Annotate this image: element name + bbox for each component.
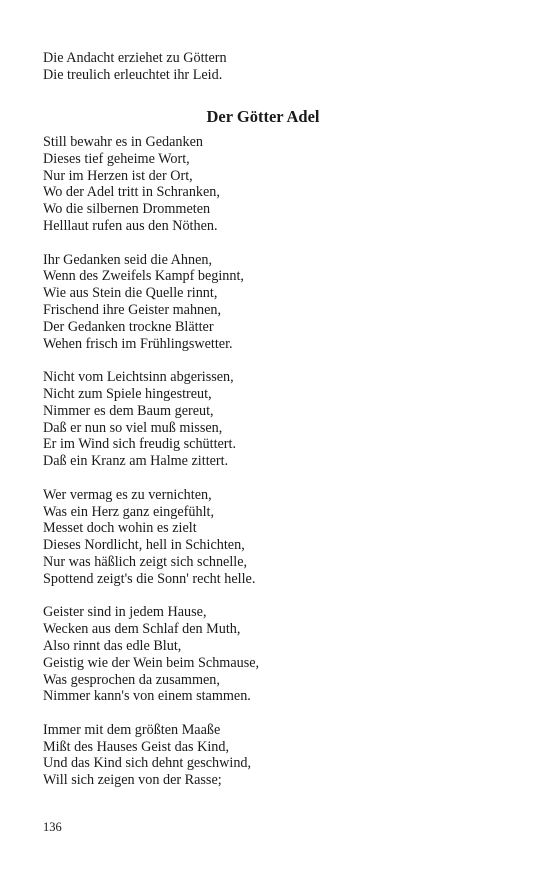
verse-line: Die treulich erleuchtet ihr Leid. — [43, 66, 223, 83]
verse-line: Er im Wind sich freudig schüttert. — [43, 436, 237, 453]
verse-line: Nur im Herzen ist der Ort, — [43, 167, 193, 184]
verse-line: Die Andacht erziehet zu Göttern — [43, 50, 227, 66]
verse-line: Ihr Gedanken seid die Ahnen, — [43, 251, 213, 268]
verse-line: Nicht vom Leichtsinn abgerissen, — [43, 369, 234, 386]
stanza-1 — [43, 134, 513, 235]
verse-line: Immer mit dem größten Maaße — [43, 721, 221, 738]
stanza-6 — [43, 722, 513, 789]
verse-line: Dieses tief geheime Wort, — [43, 150, 190, 167]
verse-line: Will sich zeigen von der Rasse; — [43, 772, 222, 789]
verse-line: Mißt des Hauses Geist das Kind, — [43, 738, 229, 755]
verse-line: Also rinnt das edle Blut, — [43, 637, 182, 654]
verse-line: Frischend ihre Geister mahnen, — [43, 301, 222, 318]
verse-line: Und das Kind sich dehnt geschwind, — [43, 755, 252, 772]
verse-line: Der Gedanken trockne Blätter — [43, 318, 214, 335]
verse-line: Messet doch wohin es zielt — [43, 520, 197, 537]
page-number: 136 — [43, 820, 62, 834]
verse-line: Nimmer es dem Baum gereut, — [43, 402, 214, 419]
verse-line: Spottend zeigt's die Sonn' recht helle. — [43, 570, 256, 587]
verse-line: Wecken aus dem Schlaf den Muth, — [43, 621, 241, 638]
intro-stanza — [43, 50, 513, 84]
verse-line: Wer vermag es zu vernichten, — [43, 486, 212, 503]
verse-line: Still bewahr es in Gedanken — [43, 134, 203, 150]
poem-body — [43, 134, 513, 806]
verse-line: Wo der Adel tritt in Schranken, — [43, 184, 220, 201]
poem-title: Der Götter Adel — [206, 107, 320, 126]
verse-line: Helllaut rufen aus den Nöthen. — [43, 217, 218, 234]
verse-line: Nur was häßlich zeigt sich schnelle, — [43, 553, 248, 570]
verse-line: Wie aus Stein die Quelle rinnt, — [43, 285, 218, 302]
verse-line: Geister sind in jedem Hause, — [43, 604, 207, 621]
verse-line: Was gesprochen da zusammen, — [43, 671, 220, 688]
verse-line: Geistig wie der Wein beim Schmause, — [43, 654, 260, 671]
verse-line: Nimmer kann's von einem stammen. — [43, 688, 251, 705]
verse-line: Daß ein Kranz am Halme zittert. — [43, 453, 229, 470]
verse-line: Nicht zum Spiele hingestreut, — [43, 385, 212, 402]
verse-line: Wehen frisch im Frühlingswetter. — [43, 335, 233, 352]
verse-line: Was ein Herz ganz eingefühlt, — [43, 503, 215, 520]
verse-line: Wo die silbernen Drommeten — [43, 201, 211, 218]
stanza-2 — [43, 252, 513, 353]
stanza-4 — [43, 487, 513, 588]
verse-line: Daß er nun so viel muß missen, — [43, 419, 223, 436]
verse-line: Dieses Nordlicht, hell in Schichten, — [43, 537, 245, 554]
stanza-5 — [43, 604, 513, 705]
verse-line: Wenn des Zweifels Kampf beginnt, — [43, 268, 244, 285]
stanza-3 — [43, 369, 513, 470]
